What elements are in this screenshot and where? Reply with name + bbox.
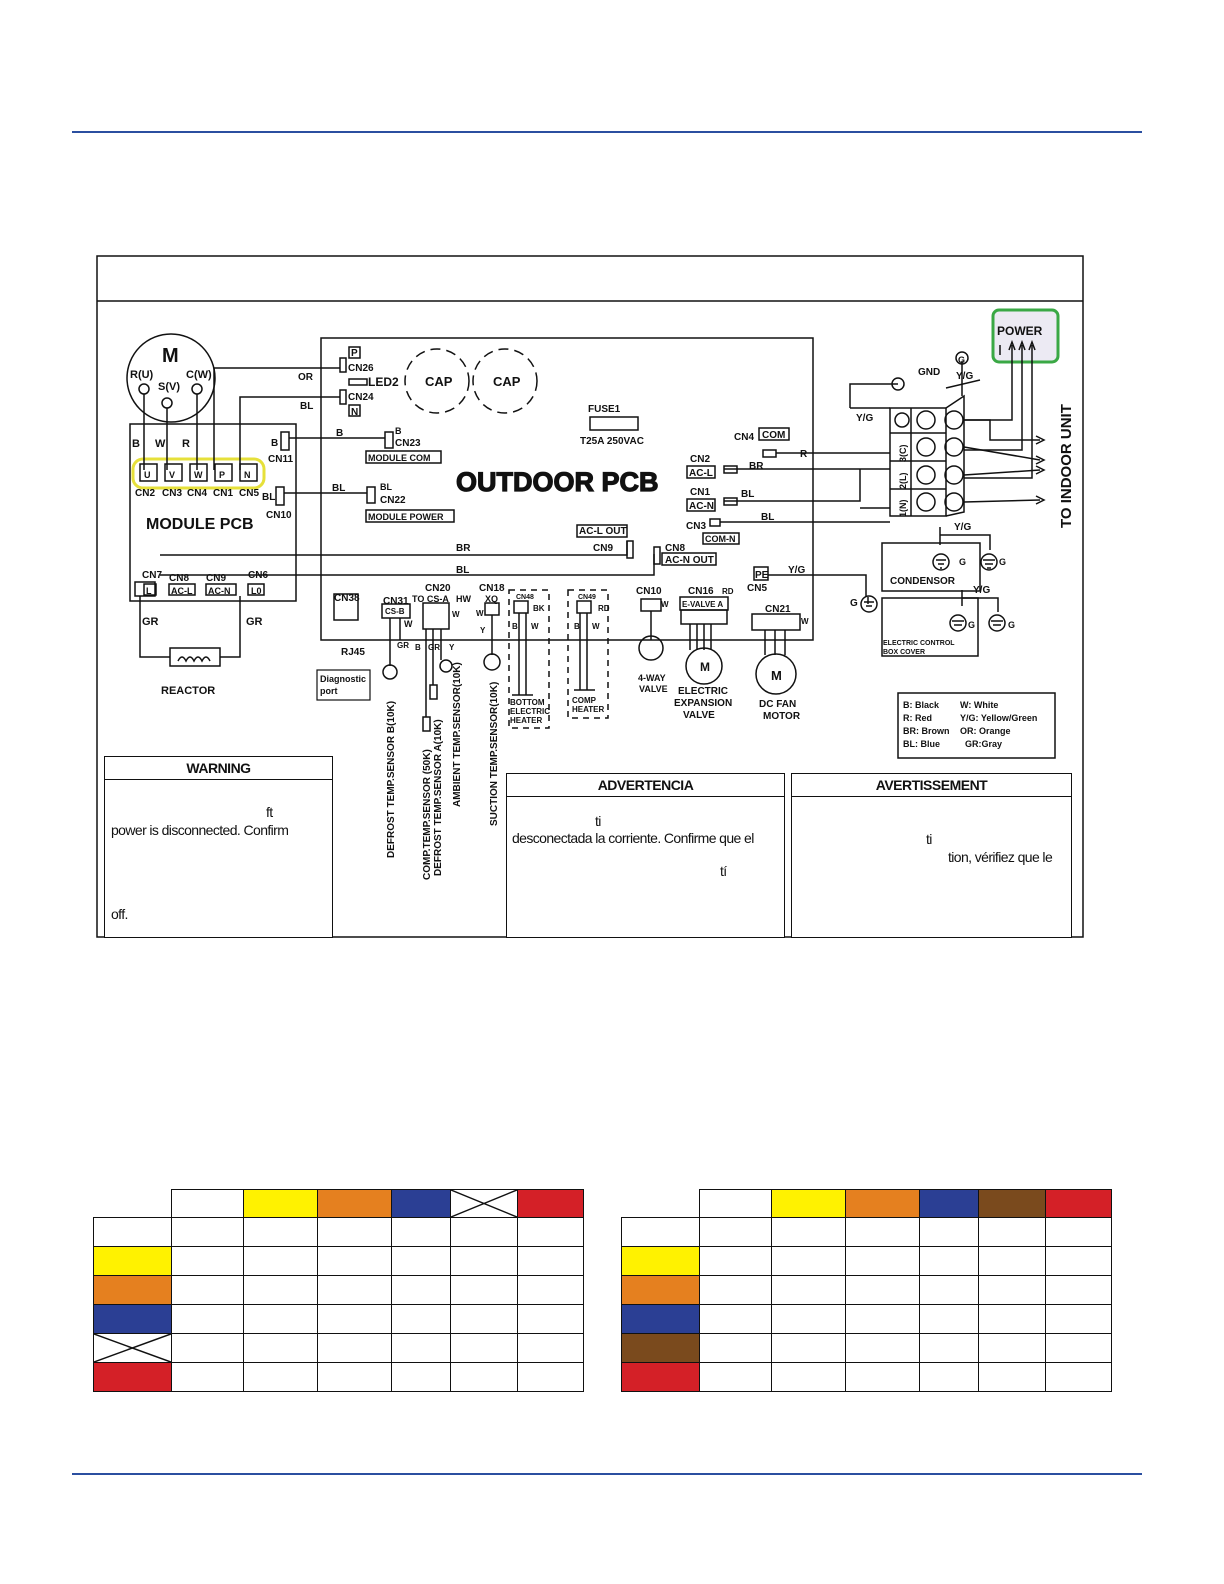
svg-text:BL: BL	[380, 482, 392, 492]
grid-cell	[979, 1276, 1046, 1305]
svg-text:RD: RD	[722, 587, 734, 596]
svg-text:TO CS-A: TO CS-A	[412, 594, 449, 604]
grid-corner	[94, 1190, 172, 1218]
grid-row	[94, 1218, 584, 1247]
warning-line-2: tion, vérifiez que le	[948, 849, 1053, 865]
svg-text:M: M	[162, 345, 179, 367]
grid-cell	[920, 1334, 979, 1363]
svg-text:CN8: CN8	[665, 543, 686, 554]
svg-text:P: P	[219, 470, 226, 480]
grid-cell	[771, 1276, 845, 1305]
svg-text:CAP: CAP	[425, 374, 453, 389]
svg-text:port: port	[320, 686, 338, 696]
grid-cell	[622, 1247, 700, 1276]
grid-cell	[699, 1247, 771, 1276]
warning-line-2: desconectada la corriente. Confirme que el	[512, 830, 754, 846]
grid-row	[94, 1276, 584, 1305]
svg-text:CN16: CN16	[688, 586, 714, 597]
svg-text:CN7: CN7	[142, 570, 163, 581]
color-grid-right	[621, 1189, 1112, 1392]
svg-text:CN5: CN5	[239, 488, 260, 499]
grid-cell	[317, 1334, 392, 1363]
svg-text:CN38: CN38	[334, 593, 360, 604]
warning-line-1: ti	[926, 831, 932, 847]
grid-cell	[392, 1247, 451, 1276]
svg-text:Y: Y	[449, 643, 455, 652]
grid-cell	[518, 1334, 584, 1363]
svg-text:C(W): C(W)	[186, 369, 212, 381]
svg-text:W: W	[531, 622, 539, 631]
svg-text:CN10: CN10	[266, 510, 292, 521]
svg-text:Y/G: Y/G	[956, 371, 974, 382]
svg-text:DEFROST TEMP.SENSOR B(10K): DEFROST TEMP.SENSOR B(10K)	[386, 700, 397, 858]
grid-cell	[845, 1276, 920, 1305]
grid-cell	[1046, 1247, 1112, 1276]
grid-cell	[392, 1305, 451, 1334]
svg-text:CN9: CN9	[206, 573, 227, 584]
grid-cell	[845, 1247, 920, 1276]
svg-text:CS-B: CS-B	[385, 607, 405, 616]
svg-text:MODULE POWER: MODULE POWER	[368, 512, 444, 522]
svg-text:Y/G: Y/G	[954, 522, 972, 533]
grid-cell	[392, 1334, 451, 1363]
grid-cell	[392, 1218, 451, 1247]
warning-line-2: power is disconnected. Confirm	[111, 822, 289, 838]
svg-text:HEATER: HEATER	[572, 705, 605, 714]
grid-cell	[451, 1218, 518, 1247]
grid-cell	[622, 1334, 700, 1363]
svg-text:W: W	[661, 600, 669, 609]
svg-text:BR: Brown: BR: Brown	[903, 726, 950, 736]
svg-text:R: Red: R: Red	[903, 713, 932, 723]
svg-text:W: W	[194, 470, 203, 480]
grid-cell	[771, 1363, 845, 1392]
svg-text:Y/G: Y/G	[788, 565, 806, 576]
svg-text:L: L	[146, 586, 152, 596]
svg-text:OR: Orange: OR: Orange	[960, 726, 1011, 736]
svg-text:CAP: CAP	[493, 374, 521, 389]
svg-text:CN10: CN10	[636, 586, 662, 597]
svg-text:CN4: CN4	[734, 432, 755, 443]
warning-title: ADVERTENCIA	[507, 774, 784, 797]
grid-cell	[171, 1334, 243, 1363]
svg-text:Y/G: Yellow/Green: Y/G: Yellow/Green	[960, 713, 1038, 723]
svg-text:AC-L: AC-L	[171, 586, 193, 596]
grid-cell	[979, 1218, 1046, 1247]
svg-text:CN2: CN2	[690, 454, 711, 465]
svg-text:CONDENSOR: CONDENSOR	[890, 576, 956, 587]
grid-cell	[920, 1276, 979, 1305]
grid-cell	[699, 1363, 771, 1392]
svg-text:W: W	[801, 617, 809, 626]
grid-cell	[171, 1247, 243, 1276]
grid-cell	[392, 1276, 451, 1305]
grid-cell	[317, 1190, 392, 1218]
warning-line-3: tí	[720, 863, 727, 879]
svg-text:N: N	[244, 470, 251, 480]
svg-text:BR: BR	[456, 543, 471, 554]
grid-cell	[451, 1276, 518, 1305]
svg-text:Y/G: Y/G	[973, 585, 991, 596]
grid-cell	[771, 1190, 845, 1218]
grid-cell	[243, 1334, 317, 1363]
svg-text:3(C): 3(C)	[898, 444, 908, 462]
grid-cell	[243, 1363, 317, 1392]
grid-cell	[1046, 1363, 1112, 1392]
svg-text:Y/G: Y/G	[856, 413, 874, 424]
grid-cell	[317, 1305, 392, 1334]
svg-text:BL: BL	[741, 489, 755, 500]
svg-text:CN22: CN22	[380, 495, 406, 506]
grid-cell	[94, 1276, 172, 1305]
grid-cell	[94, 1334, 172, 1363]
grid-cell	[317, 1218, 392, 1247]
grid-cell	[771, 1218, 845, 1247]
svg-text:AC-L OUT: AC-L OUT	[579, 526, 627, 537]
grid-row	[94, 1305, 584, 1334]
svg-text:GR: GR	[142, 616, 159, 628]
svg-text:AC-N: AC-N	[689, 501, 714, 512]
svg-text:4-WAY: 4-WAY	[638, 673, 666, 683]
grid-cell	[171, 1305, 243, 1334]
svg-text:LED2: LED2	[368, 375, 399, 389]
color-grid-left	[93, 1189, 584, 1392]
svg-text:CN18: CN18	[479, 583, 505, 594]
grid-cell	[243, 1276, 317, 1305]
grid-cell	[622, 1218, 700, 1247]
grid-cell	[94, 1305, 172, 1334]
svg-text:B: B	[395, 426, 402, 436]
svg-text:GR:Gray: GR:Gray	[965, 739, 1003, 749]
grid-cell	[451, 1334, 518, 1363]
grid-cell	[771, 1247, 845, 1276]
svg-text:COMP: COMP	[572, 696, 596, 705]
svg-text:VALVE: VALVE	[639, 684, 668, 694]
grid-cell	[622, 1305, 700, 1334]
svg-text:BOTTOM: BOTTOM	[510, 698, 545, 707]
grid-cell	[518, 1218, 584, 1247]
svg-text:CN49: CN49	[578, 594, 596, 601]
svg-text:P: P	[351, 348, 358, 359]
svg-text:GR: GR	[246, 616, 263, 628]
svg-text:CN8: CN8	[169, 573, 190, 584]
svg-text:BR: BR	[749, 461, 764, 472]
svg-text:HEATER: HEATER	[510, 716, 543, 725]
svg-text:Y: Y	[480, 626, 486, 635]
svg-text:CN31: CN31	[383, 596, 409, 607]
grid-cell	[518, 1305, 584, 1334]
grid-cell	[392, 1190, 451, 1218]
grid-cell	[392, 1363, 451, 1392]
svg-text:W: W	[404, 619, 413, 629]
warning-line-1: ft	[266, 804, 273, 820]
grid-cell	[699, 1334, 771, 1363]
grid-cell	[920, 1363, 979, 1392]
svg-text:R(U): R(U)	[130, 369, 154, 381]
svg-text:MODULE COM: MODULE COM	[368, 453, 431, 463]
grid-cell	[1046, 1334, 1112, 1363]
svg-text:POWER: POWER	[997, 324, 1043, 338]
grid-row	[622, 1218, 1112, 1247]
grid-cell	[94, 1247, 172, 1276]
svg-text:OUTDOOR PCB: OUTDOOR PCB	[456, 467, 659, 497]
svg-text:RD: RD	[598, 604, 610, 613]
svg-text:REACTOR: REACTOR	[161, 685, 216, 697]
svg-text:G: G	[959, 557, 967, 567]
grid-cell	[518, 1247, 584, 1276]
svg-text:VALVE: VALVE	[683, 710, 715, 721]
svg-text:MODULE PCB: MODULE PCB	[146, 516, 254, 533]
svg-text:AC-N: AC-N	[208, 586, 231, 596]
grid-cell	[317, 1247, 392, 1276]
grid-cell	[622, 1276, 700, 1305]
svg-text:CN1: CN1	[690, 487, 711, 498]
svg-text:CN3: CN3	[686, 521, 707, 532]
grid-cell	[1046, 1190, 1112, 1218]
svg-text:CN11: CN11	[268, 454, 294, 465]
grid-cell	[920, 1218, 979, 1247]
svg-text:B: B	[415, 643, 421, 652]
grid-cell	[451, 1247, 518, 1276]
grid-cell	[451, 1190, 518, 1218]
grid-cell	[317, 1363, 392, 1392]
grid-cell	[920, 1247, 979, 1276]
grid-cell	[699, 1218, 771, 1247]
svg-text:G: G	[1008, 620, 1016, 630]
grid-row	[622, 1363, 1112, 1392]
grid-cell	[979, 1247, 1046, 1276]
svg-text:Diagnostic: Diagnostic	[320, 674, 367, 684]
svg-text:GND: GND	[918, 367, 941, 378]
grid-cell	[920, 1305, 979, 1334]
svg-text:B: B	[132, 438, 140, 450]
grid-cell	[171, 1218, 243, 1247]
grid-cell	[979, 1305, 1046, 1334]
grid-cell	[243, 1190, 317, 1218]
svg-text:N: N	[351, 407, 359, 418]
svg-text:BL: BL	[332, 483, 346, 494]
svg-text:FUSE1: FUSE1	[588, 404, 621, 415]
svg-text:W: White: W: White	[960, 700, 999, 710]
svg-text:DEFROST TEMP.SENSOR A(10K): DEFROST TEMP.SENSOR A(10K)	[433, 719, 444, 876]
svg-text:RJ45: RJ45	[341, 647, 365, 658]
svg-text:W: W	[155, 438, 166, 450]
grid-cell	[317, 1276, 392, 1305]
svg-text:CN6: CN6	[248, 570, 269, 581]
svg-text:B: B	[271, 438, 279, 449]
grid-cell	[94, 1218, 172, 1247]
warning-line-1: ti	[595, 813, 601, 829]
grid-cell	[171, 1363, 243, 1392]
svg-text:G: G	[958, 355, 966, 365]
grid-row	[622, 1334, 1112, 1363]
grid-cell	[243, 1305, 317, 1334]
svg-text:V: V	[169, 470, 176, 480]
svg-text:PE: PE	[755, 570, 769, 581]
grid-cell	[451, 1363, 518, 1392]
grid-row	[622, 1276, 1112, 1305]
svg-text:CN3: CN3	[162, 488, 183, 499]
grid-cell	[1046, 1305, 1112, 1334]
grid-cell	[771, 1305, 845, 1334]
grid-cell	[1046, 1218, 1112, 1247]
grid-cell	[171, 1190, 243, 1218]
grid-cell	[845, 1363, 920, 1392]
warning-box-en	[104, 756, 333, 938]
svg-text:M: M	[771, 668, 782, 683]
svg-text:U: U	[144, 470, 151, 480]
grid-cell	[1046, 1276, 1112, 1305]
svg-text:BL: BL	[262, 492, 276, 503]
grid-cell	[699, 1276, 771, 1305]
svg-text:MOTOR: MOTOR	[763, 711, 801, 722]
svg-text:G: G	[999, 557, 1007, 567]
svg-text:BL: BL	[456, 565, 470, 576]
grid-cell	[845, 1190, 920, 1218]
svg-text:EXPANSION: EXPANSION	[674, 698, 733, 709]
grid-cell	[920, 1190, 979, 1218]
svg-text:DC FAN: DC FAN	[759, 699, 797, 710]
svg-text:ELECTRIC: ELECTRIC	[678, 686, 728, 697]
svg-text:CN24: CN24	[348, 392, 374, 403]
svg-text:HW: HW	[456, 594, 471, 604]
grid-cell	[518, 1276, 584, 1305]
grid-cell	[845, 1334, 920, 1363]
svg-text:G: G	[850, 598, 858, 609]
grid-cell	[518, 1363, 584, 1392]
grid-row	[94, 1334, 584, 1363]
svg-text:R: R	[800, 449, 808, 460]
grid-cell	[845, 1218, 920, 1247]
svg-text:CN21: CN21	[765, 604, 791, 615]
svg-text:ELECTRIC: ELECTRIC	[510, 707, 550, 716]
svg-text:XQ: XQ	[485, 594, 499, 604]
grid-cell	[243, 1218, 317, 1247]
grid-cell	[771, 1334, 845, 1363]
grid-row	[622, 1305, 1112, 1334]
svg-text:ELECTRIC CONTROL: ELECTRIC CONTROL	[883, 640, 955, 647]
svg-text:GR: GR	[428, 643, 440, 652]
svg-text:CN5: CN5	[747, 583, 768, 594]
grid-cell	[699, 1305, 771, 1334]
svg-text:CN9: CN9	[593, 543, 614, 554]
grid-row	[94, 1363, 584, 1392]
svg-text:BOX COVER: BOX COVER	[883, 649, 926, 656]
svg-text:B: B	[512, 622, 518, 631]
grid-cell	[94, 1363, 172, 1392]
svg-text:AC-L: AC-L	[689, 468, 713, 479]
grid-cell	[451, 1305, 518, 1334]
svg-text:CN4: CN4	[187, 488, 208, 499]
svg-text:AMBIENT TEMP.SENSOR(10K): AMBIENT TEMP.SENSOR(10K)	[452, 662, 463, 807]
grid-cell	[979, 1363, 1046, 1392]
svg-text:T25A 250VAC: T25A 250VAC	[580, 436, 644, 447]
svg-text:CN2: CN2	[135, 488, 156, 499]
svg-text:B: Black: B: Black	[903, 700, 940, 710]
svg-text:AC-N OUT: AC-N OUT	[665, 555, 714, 566]
svg-text:BL: BL	[761, 512, 775, 523]
svg-text:BL: Blue: BL: Blue	[903, 739, 940, 749]
svg-text:CN26: CN26	[348, 363, 374, 374]
svg-text:BL: BL	[300, 401, 314, 412]
svg-text:CN48: CN48	[516, 594, 534, 601]
svg-text:CN1: CN1	[213, 488, 234, 499]
svg-text:COMP.TEMP.SENSOR (50K): COMP.TEMP.SENSOR (50K)	[422, 749, 433, 880]
grid-cell	[845, 1305, 920, 1334]
grid-cell	[243, 1247, 317, 1276]
grid-cell	[979, 1190, 1046, 1218]
svg-text:OR: OR	[298, 372, 313, 383]
grid-cell	[171, 1276, 243, 1305]
svg-text:W: W	[476, 609, 484, 618]
grid-cell	[979, 1334, 1046, 1363]
svg-text:B: B	[574, 622, 580, 631]
warning-box-fr	[791, 773, 1072, 938]
grid-corner	[622, 1190, 700, 1218]
warning-box-es	[506, 773, 785, 938]
svg-text:2(L): 2(L)	[898, 472, 908, 489]
svg-text:TO INDOOR UNIT: TO INDOOR UNIT	[1058, 404, 1075, 528]
svg-text:R: R	[182, 438, 190, 450]
svg-text:G: G	[968, 620, 976, 630]
warning-title: AVERTISSEMENT	[792, 774, 1071, 797]
svg-text:GR: GR	[397, 641, 409, 650]
svg-text:M: M	[700, 660, 710, 674]
svg-text:L0: L0	[251, 586, 262, 596]
svg-text:COM: COM	[762, 430, 786, 441]
warning-title: WARNING	[105, 757, 332, 780]
svg-text:SUCTION TEMP.SENSOR(10K): SUCTION TEMP.SENSOR(10K)	[489, 681, 500, 826]
svg-text:BK: BK	[533, 604, 545, 613]
svg-text:E-VALVE A: E-VALVE A	[682, 600, 724, 609]
svg-text:CN20: CN20	[425, 583, 451, 594]
grid-row	[622, 1247, 1112, 1276]
warning-line-3: off.	[111, 906, 128, 922]
svg-text:S(V): S(V)	[158, 381, 180, 393]
grid-cell	[518, 1190, 584, 1218]
grid-cell	[622, 1363, 700, 1392]
svg-text:W: W	[452, 610, 460, 619]
svg-text:B: B	[336, 428, 344, 439]
grid-row	[94, 1247, 584, 1276]
svg-text:CN23: CN23	[395, 438, 421, 449]
svg-text:COM-N: COM-N	[705, 534, 736, 544]
grid-cell	[699, 1190, 771, 1218]
svg-text:W: W	[592, 622, 600, 631]
svg-text:1(N): 1(N)	[898, 499, 908, 517]
